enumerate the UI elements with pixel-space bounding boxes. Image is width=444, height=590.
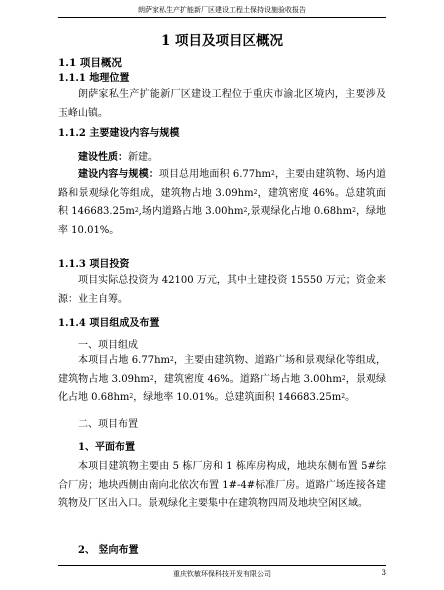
paragraph-location: 朗萨家私生产扩能新厂区建设工程位于重庆市渝北区境内，主要涉及玉峰山镇。	[58, 89, 386, 119]
scale-text-1: 项目总用地面积 6.77hm	[158, 169, 272, 180]
scale-text-5: ,景观绿化占地 0.68hm	[247, 206, 353, 217]
sup: 2	[129, 393, 134, 400]
comp-text-5: ，绿地率 10.01%。总建筑面积 146683.25m	[133, 392, 342, 403]
subheading-vertical-layout: 2、 竖向布置	[78, 545, 139, 556]
construction-nature-value: 新建。	[128, 152, 158, 163]
running-header: 朗萨家私生产扩能新厂区建设工程土保持设施验收报告	[138, 6, 306, 14]
scale-text-3: ，建筑密度 46%。总建筑面积 146683.25m	[58, 187, 386, 217]
sup: 2	[134, 207, 139, 214]
comp-text-6: 。	[345, 392, 356, 403]
section-heading-1-1-4: 1.1.4 项目组成及布置	[58, 318, 160, 329]
construction-nature-label: 建设性质：	[78, 152, 128, 163]
subheading-project-layout: 二、项目布置	[78, 419, 138, 430]
comp-text-4: ，景观绿化占地 0.68hm	[58, 373, 386, 403]
sup: 2	[341, 374, 346, 382]
subheading-project-composition: 一、项目组成	[78, 340, 138, 351]
scale-text-6: ，绿地率 10.01%。	[58, 206, 387, 236]
construction-nature-line	[78, 151, 158, 164]
comp-text-3: ，建筑密度 46%。道路广场占地 3.00hm	[153, 373, 342, 385]
section-heading-1-1: 1.1 项目概况	[58, 57, 122, 69]
footer-company: 重庆钦敏环保科技开发有限公司	[173, 570, 271, 578]
sup: 2	[243, 207, 248, 214]
header-rule	[58, 17, 386, 18]
sup: 2	[253, 188, 258, 196]
section-heading-1-1-3: 1.1.3 项目投资	[58, 259, 130, 270]
scale-text-2: ，主要由建筑物、场内道路和景观绿化等组成，建筑物占地 3.09hm	[58, 169, 387, 199]
paragraph-scale	[58, 166, 386, 240]
paragraph-investment: 项目实际总投资为 42100 万元，其中土建投资 15550 万元；资金来源：业主自筹。	[58, 275, 386, 305]
page-number: 3	[381, 569, 386, 577]
sup: 2	[271, 170, 275, 177]
sup: 2	[352, 207, 356, 214]
chapter-title: 1 项目及项目区概况	[160, 33, 284, 49]
paragraph-plan-layout: 本项目建筑物主要由 5 栋厂房和 1 栋库房构成，地块东侧布置 5#综合厂房；地块西侧由南向北依次布置 1#-4#标准厂房。道路广场连接各建筑物及厂区出入口。景观绿化主要集中在建筑物四周及地块空闲区域。	[58, 461, 386, 509]
paragraph-composition	[58, 352, 386, 408]
scale-text-4: ,场内道路占地 3.00hm	[138, 206, 244, 217]
sup: 2	[170, 356, 174, 363]
comp-text-1: 本项目占地 6.77hm	[78, 355, 170, 366]
section-heading-1-1-2: 1.1.2 主要建设内容与规模	[58, 128, 180, 139]
sup: 2	[341, 393, 346, 400]
section-heading-1-1-1: 1.1.1 地理位置	[58, 73, 130, 84]
subheading-plan-layout: 1、平面布置	[78, 442, 135, 453]
comp-text-2: ，主要由建筑物、道路广场和景观绿化等组成，建筑物占地 3.09hm	[58, 355, 387, 385]
sup: 2	[149, 374, 154, 382]
scale-label: 建设内容与规模：	[78, 169, 159, 180]
footer-rule	[58, 565, 386, 566]
